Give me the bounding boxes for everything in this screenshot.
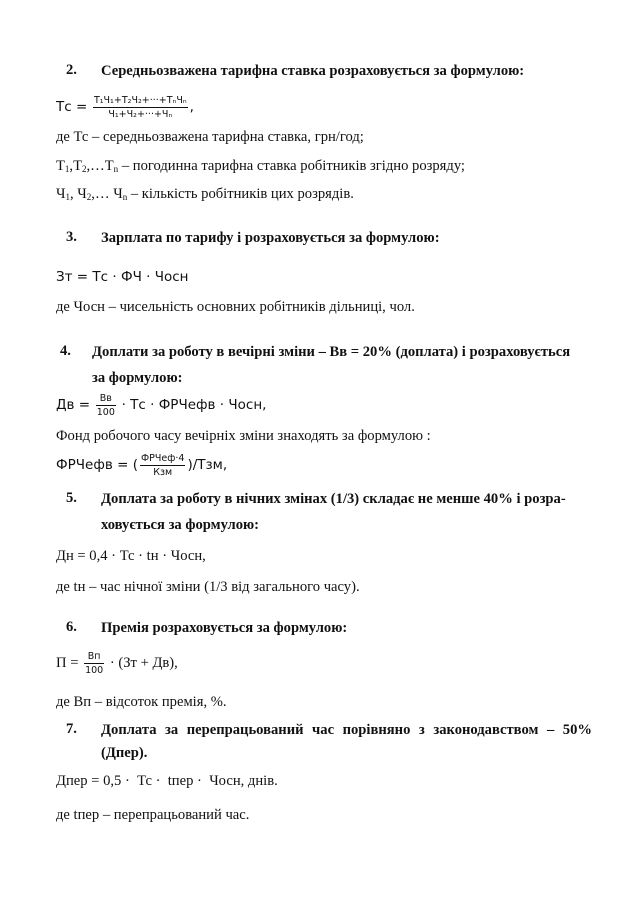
formula-frchefv	[56, 450, 227, 480]
section-4-desc: Фонд робочого часу вечірніх зміни знаходять за формулою :	[56, 428, 431, 444]
section-2-number: 2.	[66, 62, 77, 78]
formula-dper: Дпер = 0,5 · Тс · tпер · Чосн, днів.	[56, 773, 278, 789]
section-5-title-line-1: Доплата за роботу в нічних змінах (1/3) складає не менше 40% і розра-	[101, 491, 566, 507]
formula-frchefv-tail: )/Тзм,	[187, 457, 228, 473]
section-5-desc: де tн – час нічної зміни (1/3 від загального часу).	[56, 579, 360, 595]
formula-dv-fraction	[96, 392, 116, 419]
section-4-title-line-1: Доплати за роботу в вечірні зміни – Вв = 20% (доплата) і розраховується	[92, 344, 571, 360]
section-2-title: Середньозважена тарифна ставка розраховується за формулою:	[101, 63, 525, 79]
formula-frchefv-fraction	[140, 452, 185, 479]
section-7-title-line-2: (Дпер).	[101, 745, 148, 761]
formula-dv-lhs: Дв =	[56, 397, 91, 413]
formula-dv	[56, 390, 266, 420]
section-3-title: Зарплата по тарифу і розраховується за формулою:	[101, 230, 440, 246]
formula-p-denominator: 100	[85, 665, 104, 677]
formula-zt: Зт = Тс · ФЧ · Чосн	[56, 269, 189, 285]
section-2-desc-3: $Ч_1$, $Ч_2,\dots$ $Ч_n$ – кількість робітників цих розрядів.	[56, 186, 354, 202]
section-5-title-line-2: ховується за формулою:	[101, 517, 260, 533]
formula-tc-tail: ,	[189, 99, 194, 115]
formula-p-lhs: П =	[56, 655, 79, 671]
formula-dv-numerator: Вв	[96, 392, 116, 406]
section-3-desc: де Чосн – чисельність основних робітників дільниці, чол.	[56, 299, 415, 315]
section-6-title: Премія розраховується за формулою:	[101, 620, 348, 636]
section-7-desc: де tпер – перепрацьований час.	[56, 807, 250, 823]
section-5-number: 5.	[66, 490, 77, 506]
formula-dv-denominator: 100	[96, 407, 115, 419]
section-2-desc-1: де Тс – середньозважена тарифна ставка, грн/год;	[56, 129, 364, 145]
formula-frchefv-numerator: ФРЧеф·4	[140, 453, 185, 465]
section-7-number: 7.	[66, 721, 77, 737]
formula-tc-lhs: Тс =	[56, 99, 88, 115]
section-7-title-line-1: Доплата за перепрацьований час порівняно з законодавством – 50%	[101, 722, 592, 738]
formula-p	[56, 648, 178, 678]
formula-frchefv-lhs: ФРЧефв = (	[56, 457, 138, 473]
formula-dv-tail: · Тс · ФРЧефв · Чосн,	[121, 397, 267, 413]
section-4-number: 4.	[60, 343, 71, 359]
formula-tc	[56, 92, 194, 122]
formula-p-numerator: Вп	[84, 650, 104, 664]
section-6-number: 6.	[66, 619, 77, 635]
formula-dn: Дн = 0,4 · Тс · tн · Чосн,	[56, 548, 206, 564]
formula-tc-numerator: Т₁Ч₁+Т₂Ч₂+···+ТₙЧₙ	[93, 95, 187, 107]
formula-p-tail: · (Зт + Дв),	[109, 655, 178, 671]
formula-p-fraction	[84, 650, 104, 677]
section-6-desc: де Вп – відсоток премія, %.	[56, 694, 227, 710]
formula-frchefv-denominator: Кзм	[153, 467, 173, 479]
section-2-desc-2: $Т_1,Т_2,\dots Т_n$ – погодинна тарифна ставка робітників згідно розряду;	[56, 158, 465, 174]
formula-tc-denominator: Ч₁+Ч₂+···+Чₙ	[108, 109, 173, 121]
section-4-title-line-2: за формулою:	[92, 370, 183, 386]
formula-tc-fraction	[93, 94, 188, 121]
section-3-number: 3.	[66, 229, 77, 245]
